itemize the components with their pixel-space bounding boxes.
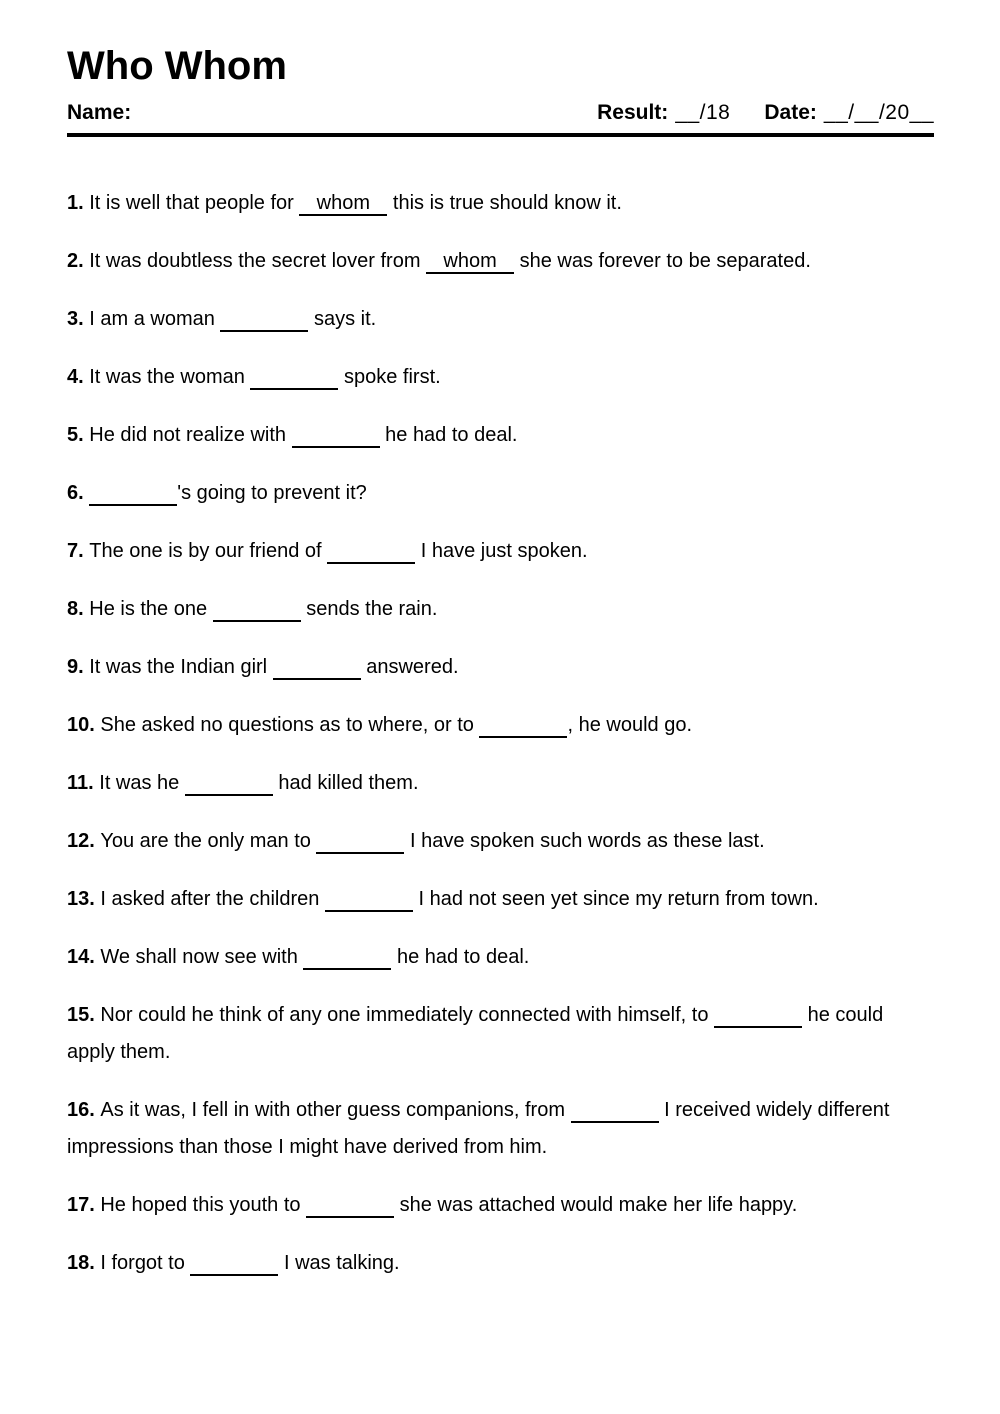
question-text: I have just spoken. (415, 539, 588, 562)
question-text: She asked no questions as to where, or to (100, 713, 480, 736)
question-number: 3. (67, 307, 90, 330)
question-text: I asked after the children (100, 887, 325, 910)
answer-blank (190, 1252, 278, 1276)
question-text: he had to deal. (379, 423, 518, 446)
question-text: 's going to prevent it? (177, 481, 367, 504)
question-4 (67, 359, 934, 396)
question-text: It was the woman (89, 365, 251, 388)
question-8 (67, 591, 934, 628)
name-label: Name: (67, 100, 132, 124)
name-field (67, 100, 131, 125)
answer-blank-filled: whom (299, 192, 387, 216)
question-number: 7. (67, 539, 90, 562)
question-text: He is the one (89, 597, 213, 620)
question-number: 14. (67, 945, 101, 968)
question-number: 10. (67, 713, 101, 736)
question-number: 4. (67, 365, 90, 388)
question-text: spoke first. (338, 365, 441, 388)
question-17 (67, 1187, 934, 1224)
header-rule (67, 133, 934, 137)
score-and-date (597, 100, 934, 125)
question-number: 2. (67, 249, 90, 272)
answer-blank (327, 540, 415, 564)
answer-blank (303, 946, 391, 970)
question-5 (67, 417, 934, 454)
question-11 (67, 765, 934, 802)
question-text: It is well that people for (89, 191, 300, 214)
question-7 (67, 533, 934, 570)
question-6 (67, 475, 934, 512)
question-number: 5. (67, 423, 90, 446)
question-number: 1. (67, 191, 90, 214)
question-number: 12. (67, 829, 101, 852)
question-text: , he would go. (567, 713, 693, 736)
question-number: 16. (67, 1098, 101, 1121)
question-number: 9. (67, 655, 90, 678)
question-text: says it. (308, 307, 377, 330)
question-number: 15. (67, 1003, 101, 1026)
date-field (764, 100, 934, 125)
question-1 (67, 185, 934, 222)
question-10 (67, 707, 934, 744)
question-text: had killed them. (272, 771, 419, 794)
answer-blank (250, 366, 338, 390)
answer-blank (185, 772, 273, 796)
question-18 (67, 1245, 934, 1282)
question-13 (67, 881, 934, 918)
answer-blank (571, 1099, 659, 1123)
question-text: I received widely different impressions than those I might have derived from him. (67, 1098, 890, 1158)
result-value: __/18 (675, 100, 731, 124)
question-number: 6. (67, 481, 90, 504)
page-title: Who Whom (67, 44, 287, 88)
date-value: __/__/20__ (823, 100, 934, 124)
question-text: The one is by our friend of (89, 539, 328, 562)
answer-blank (714, 1004, 802, 1028)
question-text: I had not seen yet since my return from town. (412, 887, 819, 910)
question-text: It was doubtless the secret lover from (89, 249, 427, 272)
question-text: I am a woman (89, 307, 221, 330)
question-text: I have spoken such words as these last. (404, 829, 765, 852)
answer-blank (220, 308, 308, 332)
question-text: sends the rain. (300, 597, 438, 620)
question-2 (67, 243, 934, 280)
date-label: Date: (764, 100, 817, 124)
answer-blank (325, 888, 413, 912)
answer-blank (292, 424, 380, 448)
question-number: 11. (67, 771, 100, 794)
question-3 (67, 301, 934, 338)
question-text: It was he (99, 771, 185, 794)
question-text: He hoped this youth to (100, 1193, 307, 1216)
question-number: 18. (67, 1251, 101, 1274)
question-9 (67, 649, 934, 686)
question-text: he had to deal. (391, 945, 530, 968)
question-text: He did not realize with (89, 423, 292, 446)
answer-blank (479, 714, 567, 738)
question-12 (67, 823, 934, 860)
question-15 (67, 997, 934, 1071)
answer-blank (89, 482, 177, 506)
question-text: answered. (360, 655, 459, 678)
question-text: this is true should know it. (387, 191, 622, 214)
question-text: You are the only man to (100, 829, 317, 852)
question-text: she was forever to be separated. (514, 249, 811, 272)
answer-blank (316, 830, 404, 854)
result-label: Result: (597, 100, 669, 124)
header-row (67, 100, 934, 125)
answer-blank (306, 1194, 394, 1218)
question-number: 17. (67, 1193, 101, 1216)
question-text: It was the Indian girl (89, 655, 273, 678)
question-16 (67, 1092, 934, 1166)
question-text: I was talking. (278, 1251, 400, 1274)
question-text: she was attached would make her life happy. (394, 1193, 798, 1216)
question-number: 13. (67, 887, 101, 910)
answer-blank (273, 656, 361, 680)
question-14 (67, 939, 934, 976)
question-text: I forgot to (100, 1251, 191, 1274)
question-text: As it was, I fell in with other guess companions, from (100, 1098, 571, 1121)
question-text: Nor could he think of any one immediately connected with himself, to (100, 1003, 715, 1026)
question-text: We shall now see with (100, 945, 304, 968)
answer-blank (213, 598, 301, 622)
question-number: 8. (67, 597, 90, 620)
answer-blank-filled: whom (426, 250, 514, 274)
question-text: he could apply them. (67, 1003, 884, 1063)
questions (67, 185, 934, 1282)
